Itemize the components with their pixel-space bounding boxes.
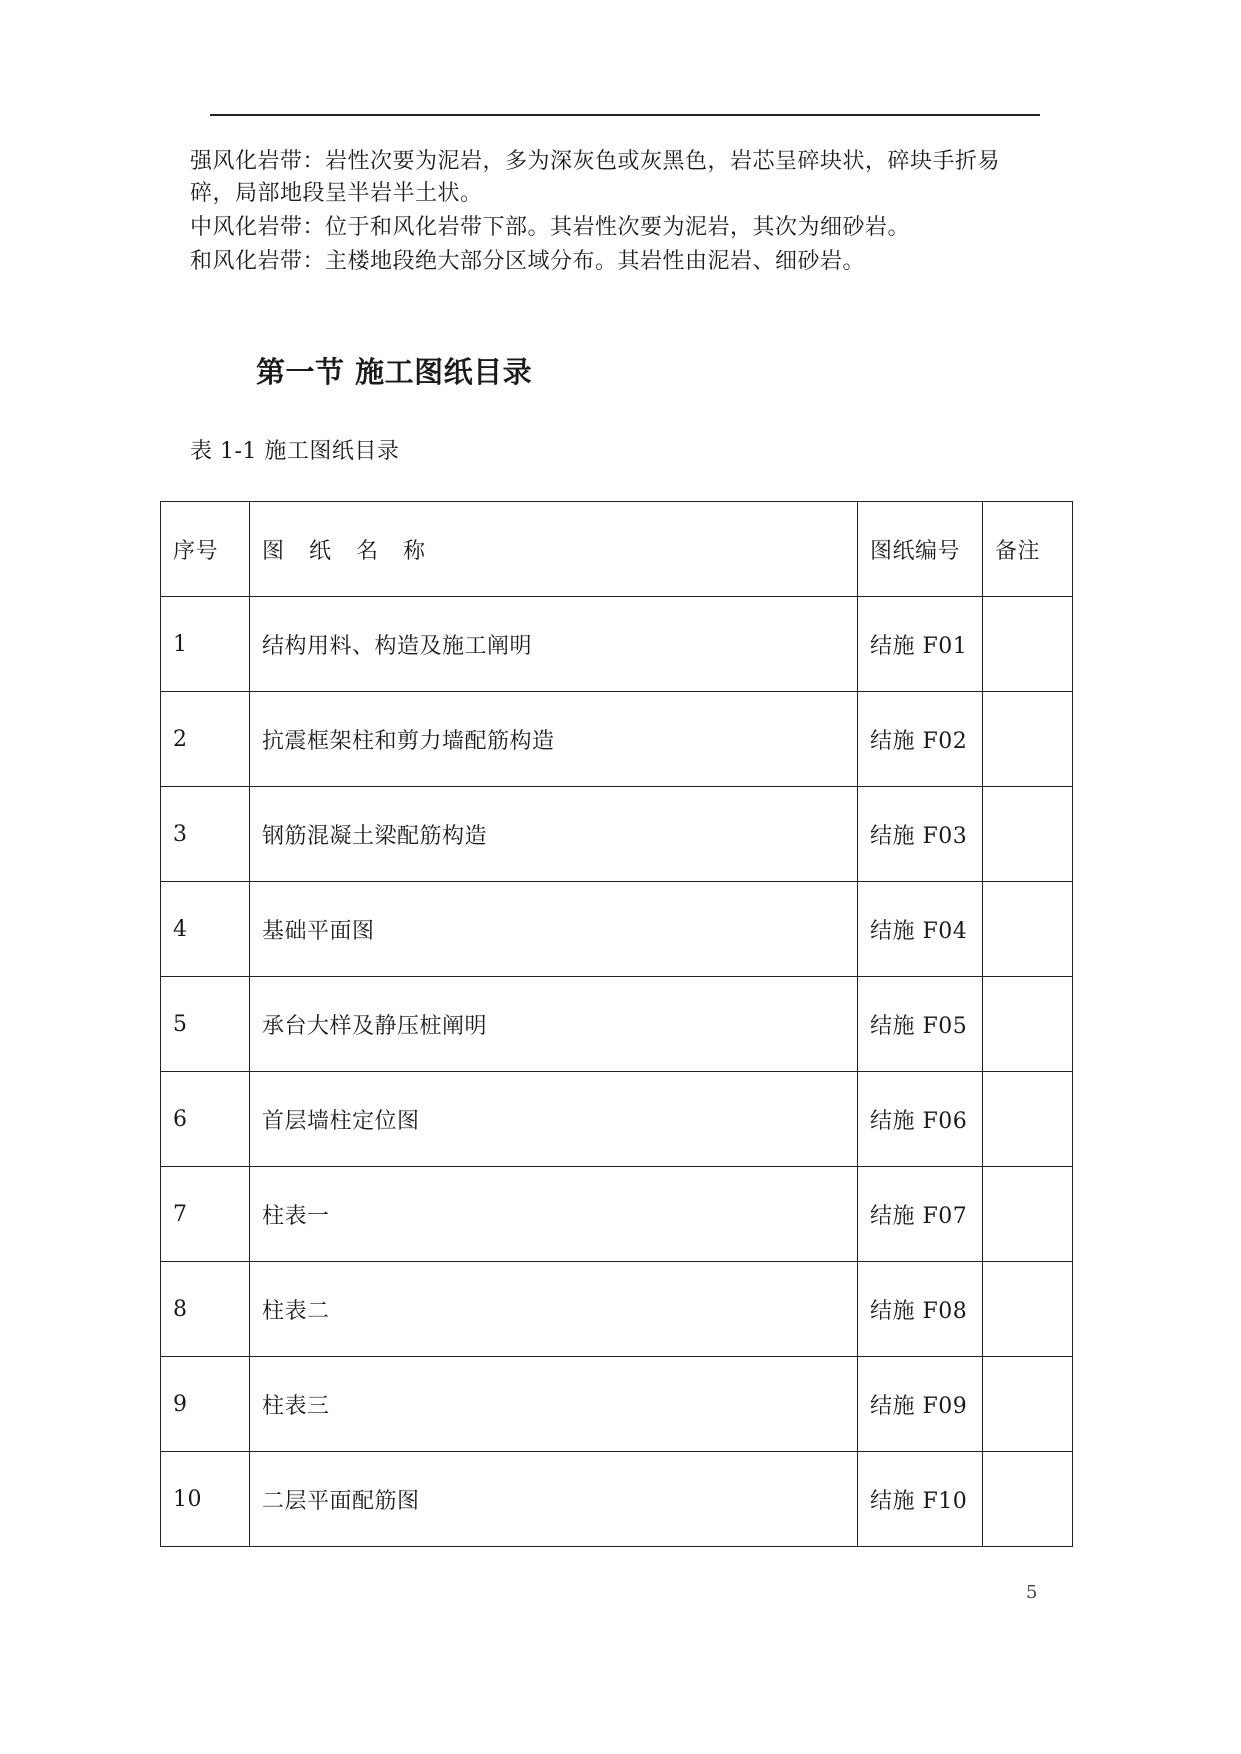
table-row xyxy=(161,1072,1073,1167)
table-header-row xyxy=(161,502,1073,597)
row-remark xyxy=(983,1167,1073,1262)
table-row xyxy=(161,1357,1073,1452)
table-row xyxy=(161,1167,1073,1262)
row-index: 4 xyxy=(161,882,250,977)
row-remark xyxy=(983,787,1073,882)
row-index: 5 xyxy=(161,977,250,1072)
drawing-list-table xyxy=(160,501,1073,1547)
row-index: 9 xyxy=(161,1357,250,1452)
row-index: 8 xyxy=(161,1262,250,1357)
row-name: 抗震框架柱和剪力墙配筋构造 xyxy=(250,692,858,787)
table-row xyxy=(161,597,1073,692)
table-row xyxy=(161,787,1073,882)
row-name: 柱表三 xyxy=(250,1357,858,1452)
row-name: 结构用料、构造及施工阐明 xyxy=(250,597,858,692)
row-remark xyxy=(983,1072,1073,1167)
table-caption: 表 1-1 施工图纸目录 xyxy=(190,439,400,464)
table-row xyxy=(161,1452,1073,1547)
row-code: 结施 F09 xyxy=(858,1357,983,1452)
table-row xyxy=(161,692,1073,787)
row-code: 结施 F05 xyxy=(858,977,983,1072)
header-remark: 备注 xyxy=(983,502,1073,597)
row-code: 结施 F03 xyxy=(858,787,983,882)
header-name: 图 纸 名 称 xyxy=(250,502,858,597)
row-name: 承台大样及静压桩阐明 xyxy=(250,977,858,1072)
table-row xyxy=(161,1262,1073,1357)
row-code: 结施 F06 xyxy=(858,1072,983,1167)
row-remark xyxy=(983,692,1073,787)
row-index: 7 xyxy=(161,1167,250,1262)
row-remark xyxy=(983,977,1073,1072)
row-name: 柱表二 xyxy=(250,1262,858,1357)
section-title: 第一节 施工图纸目录 xyxy=(256,355,533,389)
row-remark xyxy=(983,1262,1073,1357)
row-index: 10 xyxy=(161,1452,250,1547)
header-index: 序号 xyxy=(161,502,250,597)
row-code: 结施 F01 xyxy=(858,597,983,692)
header-rule xyxy=(210,114,1040,116)
row-name: 柱表一 xyxy=(250,1167,858,1262)
row-code: 结施 F08 xyxy=(858,1262,983,1357)
row-name: 首层墙柱定位图 xyxy=(250,1072,858,1167)
row-code: 结施 F04 xyxy=(858,882,983,977)
row-name: 基础平面图 xyxy=(250,882,858,977)
header-code: 图纸编号 xyxy=(858,502,983,597)
row-index: 2 xyxy=(161,692,250,787)
row-index: 3 xyxy=(161,787,250,882)
paragraph-slight-weathered: 和风化岩带：主楼地段绝大部分区域分布。其岩性由泥岩、细砂岩。 xyxy=(190,249,866,274)
row-code: 结施 F02 xyxy=(858,692,983,787)
row-remark xyxy=(983,597,1073,692)
paragraph-strong-weathered-2: 碎，局部地段呈半岩半土状。 xyxy=(190,181,483,206)
row-name: 二层平面配筋图 xyxy=(250,1452,858,1547)
row-index: 1 xyxy=(161,597,250,692)
page-number: 5 xyxy=(1026,1582,1038,1603)
row-remark xyxy=(983,882,1073,977)
row-code: 结施 F07 xyxy=(858,1167,983,1262)
table-row xyxy=(161,977,1073,1072)
row-remark xyxy=(983,1357,1073,1452)
row-index: 6 xyxy=(161,1072,250,1167)
row-code: 结施 F10 xyxy=(858,1452,983,1547)
paragraph-medium-weathered: 中风化岩带：位于和风化岩带下部。其岩性次要为泥岩，其次为细砂岩。 xyxy=(190,215,911,240)
paragraph-strong-weathered-1: 强风化岩带：岩性次要为泥岩，多为深灰色或灰黑色，岩芯呈碎块状，碎块手折易 xyxy=(190,149,1001,174)
row-remark xyxy=(983,1452,1073,1547)
table-row xyxy=(161,882,1073,977)
row-name: 钢筋混凝土梁配筋构造 xyxy=(250,787,858,882)
